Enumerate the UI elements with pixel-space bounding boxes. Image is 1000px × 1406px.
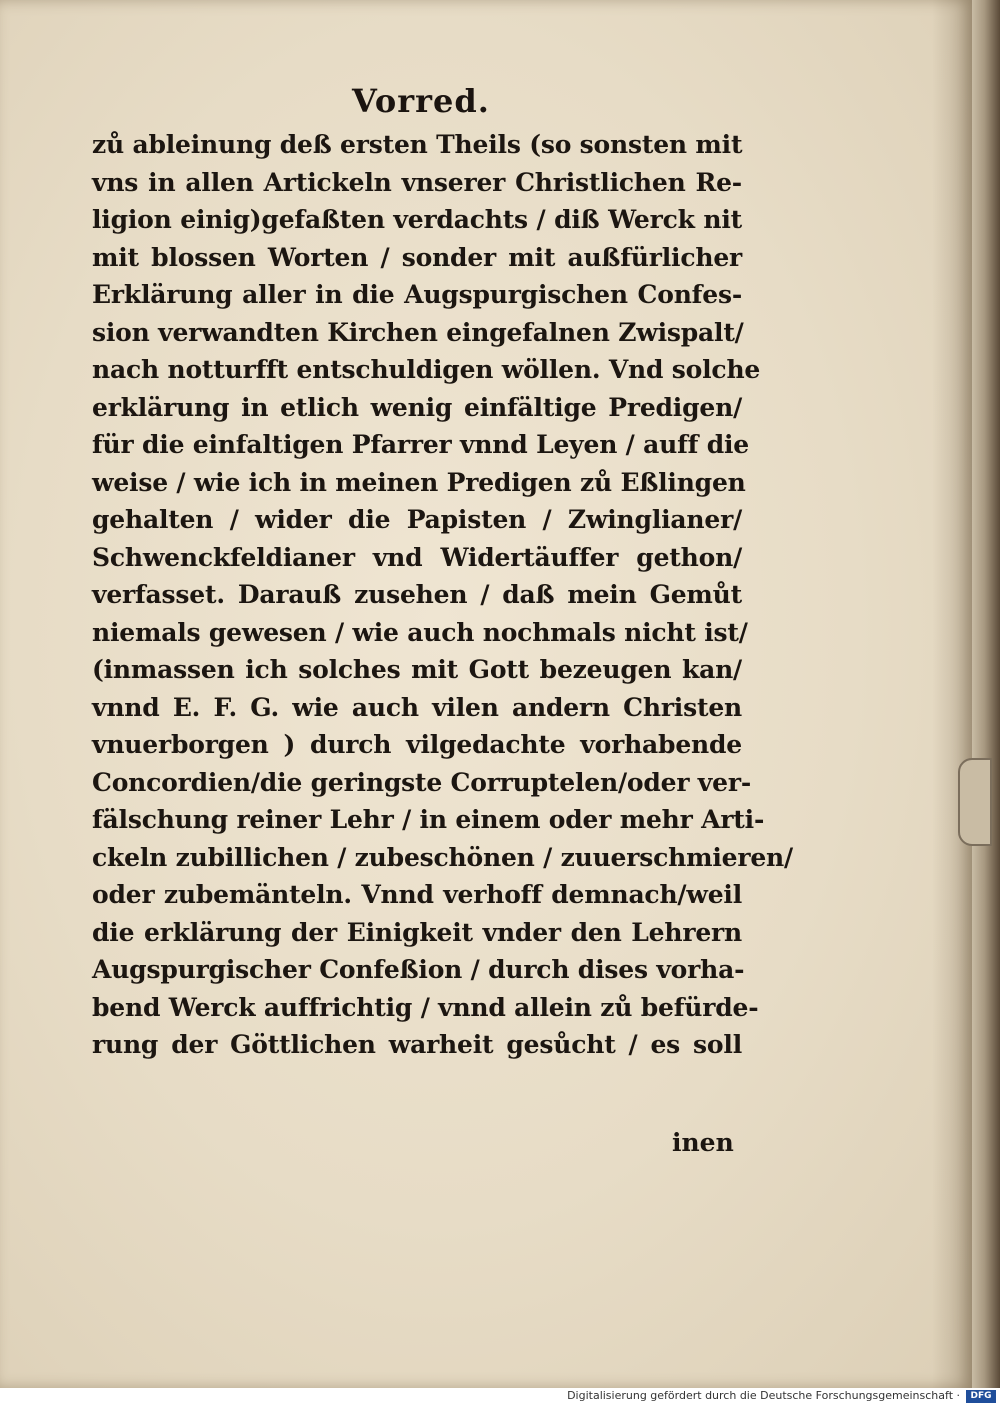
text-line: Schwenckfeldianer vnd Widertäuffer gethon/ [92, 542, 742, 572]
text-line: für die einfaltigen Pfarrer vnnd Leyen / auff die [92, 430, 749, 459]
text-line: oder zubemänteln. Vnnd verhoff demnach/weil [92, 880, 742, 909]
text-line: (inmassen ich solches mit Gott bezeugen kan/ [92, 655, 742, 684]
footer-bar [0, 1388, 1000, 1406]
text-line: gehalten / wider die Papisten / Zwinglianer/ [92, 505, 742, 534]
text-line: nach notturfft entschuldigen wöllen. Vnd solche [92, 355, 761, 384]
dfg-logo-icon: DFG [966, 1390, 996, 1403]
text-line: Concordien/die geringste Corruptelen/oder ver- [92, 767, 751, 797]
catchword: inen [672, 1128, 734, 1157]
text-line: verfasset. Darauß zusehen / daß mein Gemůt [92, 580, 742, 609]
bleed-through-stamp [90, 1120, 250, 1160]
text-line: die erklärung der Einigkeit vnder den Lehrern [92, 917, 742, 947]
text-line: ligion einig)gefaßten verdachts / diß Werck nit [92, 205, 742, 234]
text-line: vnuerborgen ) durch vilgedachte vorhabende [92, 730, 742, 759]
text-line: mit blossen Worten / sonder mit außfürlicher [92, 242, 742, 272]
scanner-clip [958, 758, 992, 846]
text-line: niemals gewesen / wie auch nochmals nicht ist/ [92, 617, 748, 647]
text-line: erklärung in etlich wenig einfältige Predigen/ [92, 392, 742, 422]
bleed-through-margin-note [800, 490, 950, 580]
text-line: sion verwandten Kirchen eingefalnen Zwispalt/ [92, 317, 744, 347]
text-line: bend Werck auffrichtig / vnnd allein zů befürde- [92, 992, 759, 1022]
text-line: Augspurgischer Confeßion / durch dises vorha- [92, 955, 745, 984]
text-line: rung der Göttlichen warheit gesůcht / es soll [92, 1030, 742, 1059]
text-line: zů ableinung deß ersten Theils (so sonsten mit [92, 130, 743, 159]
text-line: Erklärung aller in die Augspurgischen Confes- [92, 280, 742, 309]
body-text [92, 126, 793, 1064]
text-line: weise / wie ich in meinen Predigen zů Eßlingen [92, 467, 746, 497]
running-head: Vorred. [352, 82, 490, 120]
text-line: fälschung reiner Lehr / in einem oder mehr Arti- [92, 805, 765, 834]
text-line: vnnd E. F. G. wie auch vilen andern Christen [92, 692, 742, 722]
text-line: ckeln zubillichen / zubeschönen / zuuerschmieren/ [92, 842, 793, 872]
funding-credit: Digitalisierung gefördert durch die Deutsche Forschungsgemeinschaft · [567, 1389, 960, 1402]
text-line: vns in allen Artickeln vnserer Christlichen Re- [92, 167, 742, 197]
